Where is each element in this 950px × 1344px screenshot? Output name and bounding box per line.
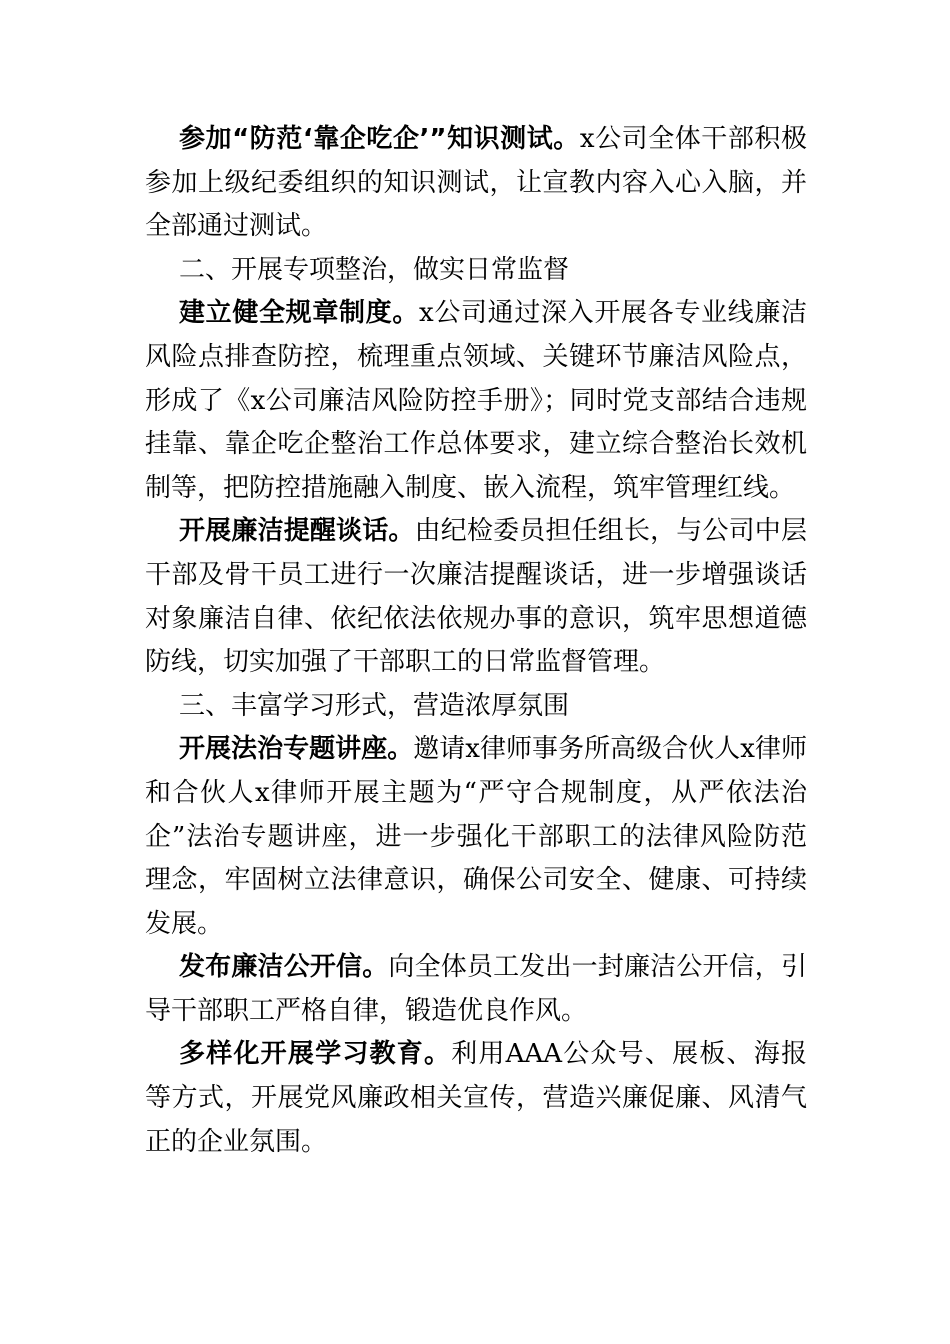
section-heading-2: 二、开展专项整治，做实日常监督 — [179, 254, 570, 285]
paragraph-knowledge-test — [145, 118, 807, 249]
paragraph-text: 利用AAA公众号、展板、海报等方式，开展党风廉政相关宣传，营造兴廉促廉、风清气正的企业氛围。 — [145, 1039, 807, 1157]
paragraph-integrity-talk — [145, 510, 807, 684]
document-body — [145, 118, 807, 1164]
paragraph-text: x公司通过深入开展各专业线廉洁风险点排查防控，梳理重点领域、关键环节廉洁风险点，形成了《x公司廉洁风险防控手册》；同时党支部结合违规挂靠、靠企吃企整治工作总体要求，建立综合整治长效机制等，把防控措施融入制度、嵌入流程，筑牢管理红线。 — [145, 298, 807, 503]
paragraph-rules-system — [145, 292, 807, 510]
paragraph-law-lecture — [145, 728, 807, 946]
paragraph-lead: 开展廉洁提醒谈话。 — [179, 516, 415, 547]
paragraph-diverse-education — [145, 1033, 807, 1164]
paragraph-lead: 建立健全规章制度。 — [179, 298, 419, 329]
paragraph-text: x公司全体干部积极参加上级纪委组织的知识测试，让宣教内容入心入脑，并全部通过测试。 — [145, 124, 807, 242]
paragraph-lead: 参加“防范‘靠企吃企’”知识测试。 — [179, 124, 580, 154]
paragraph-lead: 开展法治专题讲座。 — [179, 734, 414, 765]
paragraph-open-letter — [145, 946, 807, 1033]
paragraph-lead: 发布廉洁公开信。 — [179, 952, 389, 983]
paragraph-text: 向全体员工发出一封廉洁公开信，引导干部职工严格自律，锻造优良作风。 — [145, 952, 807, 1026]
paragraph-text: 由纪检委员担任组长，与公司中层干部及骨干员工进行一次廉洁提醒谈话，进一步增强谈话对象廉洁自律、依纪依法依规办事的意识，筑牢思想道德防线，切实加强了干部职工的日常监督管理。 — [145, 516, 807, 678]
paragraph-lead: 多样化开展学习教育。 — [179, 1039, 452, 1070]
paragraph-text: 邀请x律师事务所高级合伙人x律师和合伙人x律师开展主题为“严守合规制度，从严依法治企”法治专题讲座，进一步强化干部职工的法律风险防范理念，牢固树立法律意识，确保公司安全、健康、可持续发展。 — [145, 734, 807, 939]
section-heading-3: 三、丰富学习形式，营造浓厚氛围 — [179, 690, 570, 721]
